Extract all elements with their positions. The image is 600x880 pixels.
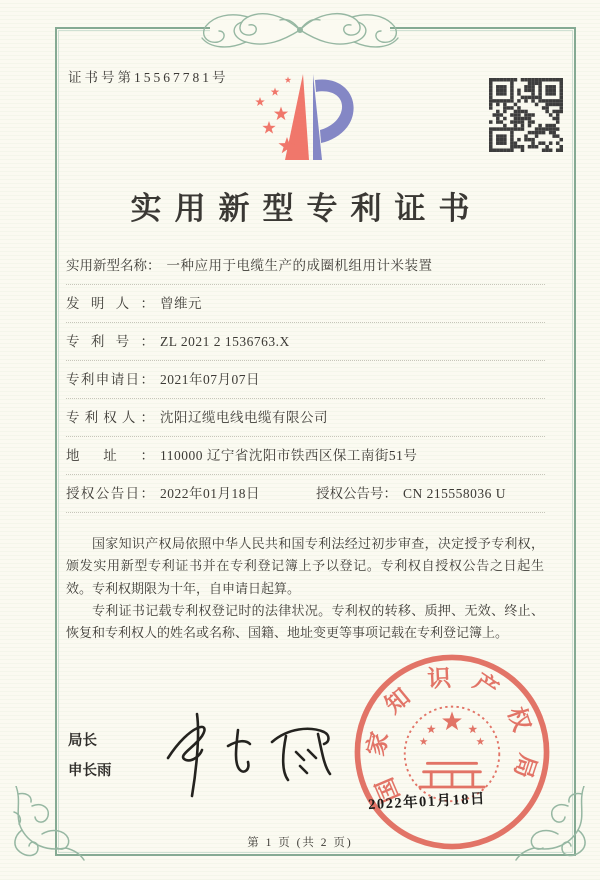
seal-date: 2022年01月18日 xyxy=(367,790,487,814)
field-row-filing-date xyxy=(66,370,545,399)
commissioner-title: 局长 xyxy=(68,733,97,749)
field-label: 发明人： xyxy=(66,296,154,311)
field-label: 专利号： xyxy=(66,334,154,349)
certificate-title: 实用新型专利证书 xyxy=(130,191,483,226)
legal-paragraph-1: 国家知识产权局依照中华人民共和国专利法经过初步审查，决定授予专利权，颁发实用新型专利证书并在专利登记簿上予以登记。专利权自授权公告之日起生效。专利权期限为十年，自申请日起算。 xyxy=(66,536,544,596)
field-row-patent-number xyxy=(66,332,545,361)
page-number: 第 1 页 (共 2 页) xyxy=(247,837,353,849)
field-value: 一种应用于电缆生产的成圈机组用计米装置 xyxy=(166,258,433,273)
commissioner-signature xyxy=(150,706,340,806)
field-row-inventor xyxy=(66,294,545,323)
bottom-left-flourish xyxy=(8,786,88,870)
field-row-address xyxy=(66,446,545,475)
field-label: 授权公告日： xyxy=(66,486,154,501)
commissioner-name: 申长雨 xyxy=(68,763,112,779)
field-value: 沈阳辽缆电线电缆有限公司 xyxy=(160,410,328,425)
grant-date-value: 2022年01月18日 xyxy=(160,486,260,501)
field-row-name xyxy=(66,256,545,285)
field-value: 2021年07月07日 xyxy=(160,372,260,387)
field-list xyxy=(66,256,545,522)
field-value: 曾维元 xyxy=(160,296,202,311)
top-flourish-ornament xyxy=(170,4,430,56)
field-value: 110000 辽宁省沈阳市铁西区保工南街51号 xyxy=(160,448,418,463)
seal-ring-text: 国家知识产权局 xyxy=(363,664,541,806)
field-value: ZL 2021 2 1536763.X xyxy=(160,334,290,349)
field-row-grant xyxy=(66,484,545,513)
official-seal xyxy=(347,648,557,856)
field-label: 实用新型名称： xyxy=(66,258,161,273)
cnipa-logo-icon xyxy=(243,66,361,168)
field-label: 专利权人： xyxy=(66,410,154,425)
field-label: 专利申请日： xyxy=(66,372,154,387)
legal-text xyxy=(66,533,544,645)
commissioner-block xyxy=(68,726,112,786)
certificate-number: 证书号第15567781号 xyxy=(68,70,229,85)
legal-paragraph-2: 专利证书记载专利权登记时的法律状况。专利权的转移、质押、无效、终止、恢复和专利权人的姓名或名称、国籍、地址变更等事项记载在专利登记簿上。 xyxy=(66,603,544,641)
field-label: 地址： xyxy=(66,448,154,463)
grant-no-label: 授权公告号： xyxy=(316,486,397,501)
grant-no-value: CN 215558036 U xyxy=(403,486,507,501)
field-row-patentee xyxy=(66,408,545,437)
qr-code xyxy=(489,78,563,152)
